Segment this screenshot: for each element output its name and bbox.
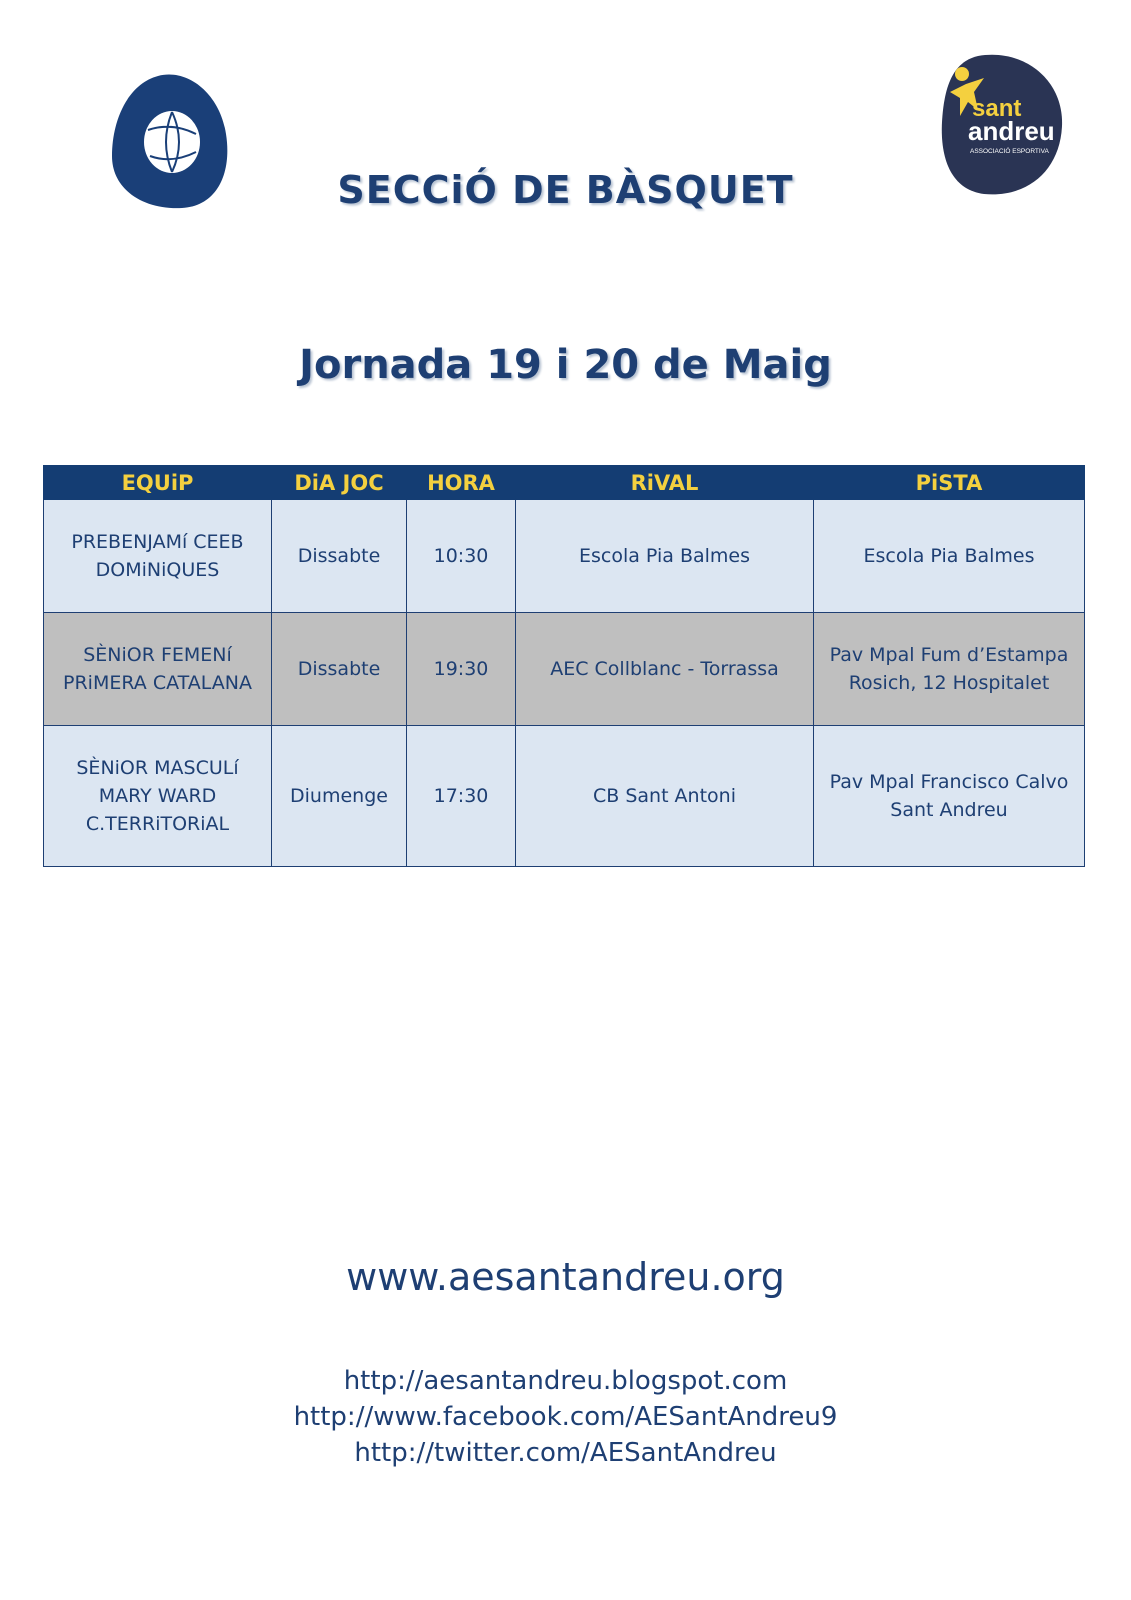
time-cell: 10:30 xyxy=(407,500,516,613)
logo-text-association: ASSOCIACIÓ ESPORTIVA xyxy=(970,148,1049,155)
court-cell xyxy=(814,726,1085,867)
rival-cell: Escola Pia Balmes xyxy=(516,500,814,613)
table-row xyxy=(44,500,1085,613)
table-row xyxy=(44,726,1085,867)
column-header-time: HORA xyxy=(407,466,516,500)
team-line: DOMiNiQUES xyxy=(95,559,220,581)
court-cell xyxy=(814,500,1085,613)
rival-cell: AEC Collblanc - Torrassa xyxy=(516,613,814,726)
twitter-link[interactable]: http://twitter.com/AESantAndreu xyxy=(354,1438,777,1468)
court-cell xyxy=(814,613,1085,726)
column-header-day: DiA JOC xyxy=(272,466,407,500)
court-line: Pav Mpal Francisco Calvo xyxy=(829,771,1069,793)
team-cell xyxy=(44,613,272,726)
team-line: C.TERRiTORiAL xyxy=(85,813,230,835)
rival-cell: CB Sant Antoni xyxy=(516,726,814,867)
team-line: PREBENJAMí CEEB xyxy=(71,531,244,553)
page-title: SECCiÓ DE BÀSQUET xyxy=(337,168,794,212)
facebook-link[interactable]: http://www.facebook.com/AESantAndreu9 xyxy=(293,1402,838,1432)
court-line: Rosich, 12 Hospitalet xyxy=(848,672,1050,694)
day-cell: Dissabte xyxy=(272,500,407,613)
column-header-rival: RiVAL xyxy=(516,466,814,500)
page-subtitle: Jornada 19 i 20 de Maig xyxy=(299,342,832,388)
logo-text-sant: sant xyxy=(972,95,1022,122)
column-header-team: EQUiP xyxy=(44,466,272,500)
day-cell: Dissabte xyxy=(272,613,407,726)
logo-text-andreu: andreu xyxy=(968,116,1055,146)
blog-link[interactable]: http://aesantandreu.blogspot.com xyxy=(343,1366,788,1396)
social-links xyxy=(0,1363,1131,1471)
day-cell: Diumenge xyxy=(272,726,407,867)
table-header-row xyxy=(44,466,1085,500)
court-line: Sant Andreu xyxy=(890,799,1008,821)
team-cell xyxy=(44,726,272,867)
team-cell xyxy=(44,500,272,613)
team-line: PRiMERA CATALANA xyxy=(63,672,252,694)
court-line: Pav Mpal Fum d’Estampa xyxy=(829,644,1069,666)
team-line: MARY WARD xyxy=(98,785,217,807)
court-line: Escola Pia Balmes xyxy=(863,545,1035,567)
table-row xyxy=(44,613,1085,726)
team-line: SÈNiOR MASCULí xyxy=(76,757,239,779)
time-cell: 17:30 xyxy=(407,726,516,867)
team-line: SÈNiOR FEMENí xyxy=(83,644,232,666)
schedule-table xyxy=(43,465,1085,867)
column-header-court: PiSTA xyxy=(814,466,1085,500)
website-link[interactable]: www.aesantandreu.org xyxy=(346,1255,785,1299)
time-cell: 19:30 xyxy=(407,613,516,726)
